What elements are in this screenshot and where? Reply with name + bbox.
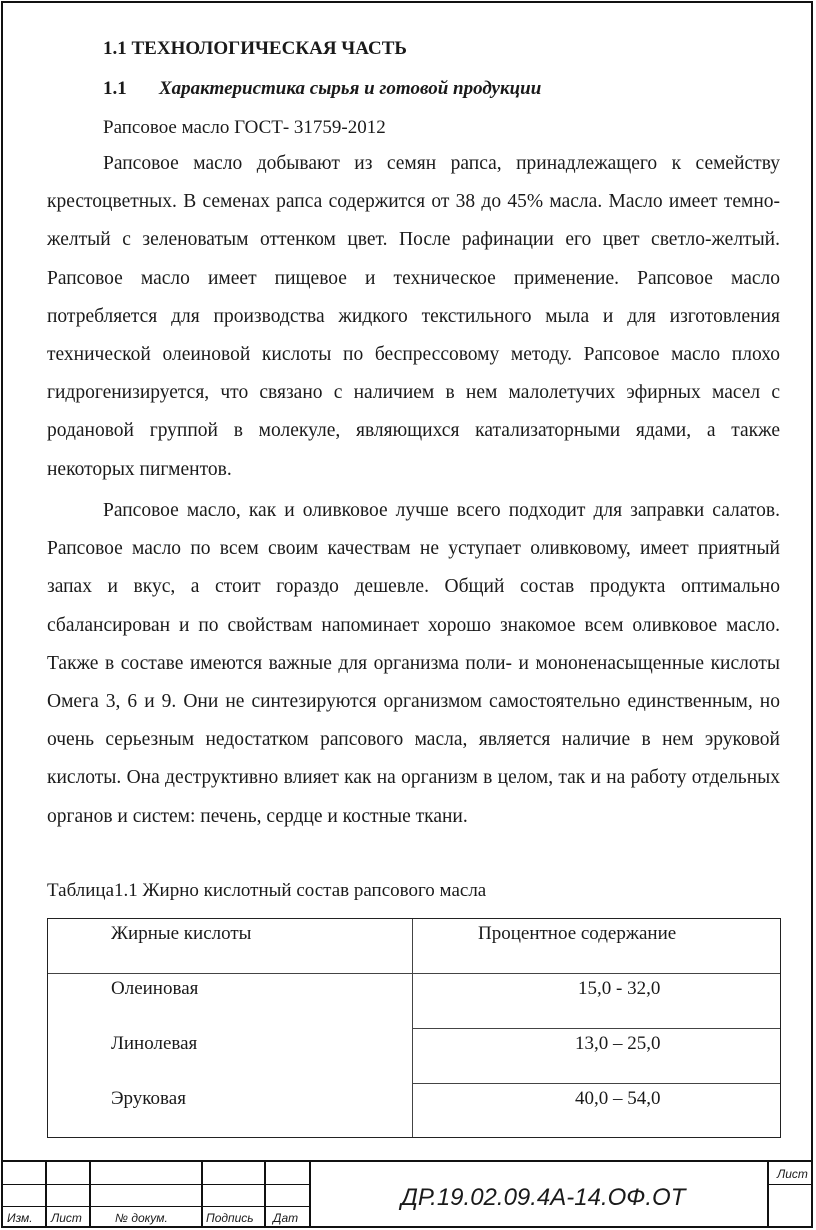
stamp-divider (264, 1162, 266, 1228)
subsection-title: Характеристика сырья и готовой продукции (159, 78, 542, 99)
table-row (48, 974, 780, 1029)
acid-percent: 13,0 – 25,0 (575, 1033, 661, 1054)
stamp-row-line (1, 1206, 309, 1207)
acid-name: Олеиновая (111, 978, 199, 999)
acid-percent: 40,0 – 54,0 (575, 1088, 661, 1109)
paragraph-2: Рапсовое масло, как и оливковое лучше всего подходит для заправки салатов. Рапсовое масло по всем своим качествам не уступает оливковому, имеет приятный запах и вкус, а стоит гораздо дешевле. Общий состав продукта оптимально сбалансирован и по свойствам напоминает хорошо знакомое всем оливковое масло. Также в составе имеются важные для организма поли- и мононенасыщенные кислоты Омега 3, 6 и 9. Они не синтезируются организмом самостоятельно единственным, но очень серьезным недостатком рапсового масла, является наличие в нем эруковой кислоты. Она деструктивно влияет как на организм в целом, так и на работу отдельных органов и систем: печень, сердце и костные ткани. (47, 500, 780, 827)
subsection-number: 1.1 (103, 78, 127, 99)
paragraph-1: Рапсовое масло добывают из семян рапса, принадлежащего к семейству крестоцветных. В семенах рапса содержится от 38 до 45% масла. Масло имеет темно-желтый с зеленоватым оттенком цвет. После рафинации его цвет светло-желтый. Рапсовое масло имеет пищевое и техническое применение. Рапсовое масло потребляется для производства жидкого текстильного мыла и для изготовления технической олеиновой кислоты по беспрессовому методу. Рапсовое масло плохо гидрогенизируется, что связано с наличием в нем малолетучих эфирных масел с родановой группой в молекуле, являющихся катализаторными ядами, а также некоторых пигментов. (47, 153, 780, 480)
header-acid: Жирные кислоты (111, 923, 252, 944)
stamp-divider (45, 1162, 47, 1228)
table-row (48, 1029, 780, 1084)
stamp-row-line (1, 1184, 309, 1185)
table-caption: Таблица1.1 Жирно кислотный состав рапсового масла (47, 880, 487, 901)
header-content: Процентное содержание (478, 923, 677, 944)
fatty-acid-table (47, 918, 781, 1138)
acid-percent: 15,0 - 32,0 (578, 978, 661, 999)
table-row (48, 1084, 780, 1139)
acid-name: Линолевая (111, 1033, 198, 1054)
stamp-divider (309, 1162, 311, 1228)
stamp-divider (89, 1162, 91, 1228)
row-divider (412, 973, 780, 974)
row-divider (48, 973, 412, 974)
stamp-divider (767, 1162, 769, 1228)
stamp-label: Подпись (206, 1211, 254, 1225)
stamp-label: Дат (273, 1211, 299, 1225)
stamp-divider (201, 1162, 203, 1228)
table-header-row (48, 919, 780, 974)
acid-name: Эруковая (111, 1088, 186, 1109)
title-block (1, 1160, 813, 1228)
row-divider (412, 1028, 780, 1029)
stamp-label: № докум. (115, 1211, 168, 1225)
sheet-label: Лист (777, 1167, 808, 1181)
stamp-label: Лист (51, 1211, 82, 1225)
section-heading: 1.1 ТЕХНОЛОГИЧЕСКАЯ ЧАСТЬ (103, 38, 407, 59)
subsection-heading (103, 78, 541, 100)
stamp-row-line (767, 1184, 813, 1185)
document-number: ДР.19.02.09.4А-14.ОФ.ОТ (401, 1184, 686, 1211)
gost-line: Рапсовое масло ГОСТ- 31759-2012 (103, 117, 386, 138)
stamp-label: Изм. (7, 1211, 33, 1225)
row-divider (412, 1083, 780, 1084)
